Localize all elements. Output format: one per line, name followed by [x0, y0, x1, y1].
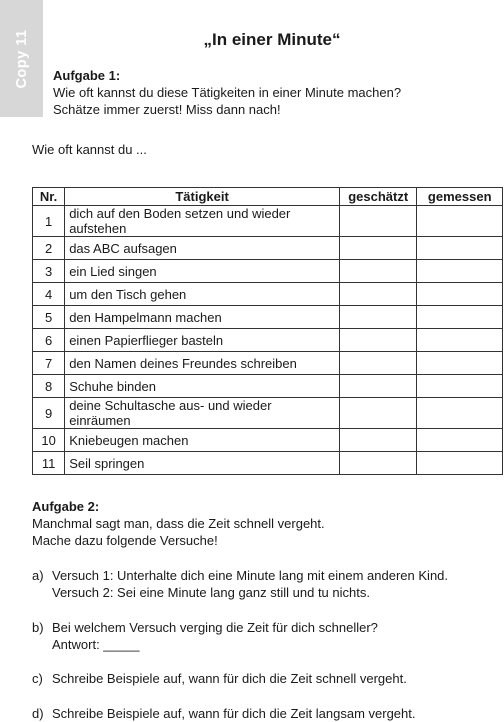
question-line: Schreibe Beispiele auf, wann für dich die Zeit langsam vergeht.: [52, 706, 416, 721]
table-row: [33, 398, 503, 429]
question-a: [32, 567, 448, 601]
row-number: 11: [33, 452, 65, 475]
row-number: 9: [33, 398, 65, 429]
question-letter: c): [32, 671, 43, 686]
table-row: [33, 283, 503, 306]
question-letter: b): [32, 620, 44, 635]
estimated-cell[interactable]: [339, 352, 416, 375]
measured-cell[interactable]: [417, 398, 503, 429]
row-number: 3: [33, 260, 65, 283]
page-title: „In einer Minute“: [203, 30, 341, 49]
table-row: [33, 375, 503, 398]
row-activity: Schuhe binden: [65, 375, 340, 398]
estimated-cell[interactable]: [339, 398, 416, 429]
copy-tab: [0, 0, 43, 117]
question-line: Versuch 2: Sei eine Minute lang ganz still und tu nichts.: [52, 585, 370, 600]
task2-line2: Mache dazu folgende Versuche!: [32, 533, 218, 548]
answer-line: Antwort: _____: [52, 637, 140, 652]
row-activity: dich auf den Boden setzen und wieder aufstehen: [65, 206, 340, 237]
row-activity: Seil springen: [65, 452, 340, 475]
task1-line2: Schätze immer zuerst! Miss dann nach!: [53, 102, 281, 117]
row-number: 4: [33, 283, 65, 306]
table-row: [33, 206, 503, 237]
table-row: [33, 452, 503, 475]
task2-line1: Manchmal sagt man, dass die Zeit schnell vergeht.: [32, 516, 325, 531]
estimated-cell[interactable]: [339, 260, 416, 283]
activity-table: [32, 187, 503, 475]
row-number: 6: [33, 329, 65, 352]
header-nr: Nr.: [33, 188, 65, 206]
question-line: Schreibe Beispiele auf, wann für dich die Zeit schnell vergeht.: [52, 671, 407, 686]
question-c: [32, 670, 407, 687]
header-estimated: geschätzt: [339, 188, 416, 206]
row-number: 7: [33, 352, 65, 375]
row-number: 1: [33, 206, 65, 237]
table-row: [33, 237, 503, 260]
row-number: 2: [33, 237, 65, 260]
measured-cell[interactable]: [417, 206, 503, 237]
table-row: [33, 429, 503, 452]
measured-cell[interactable]: [417, 429, 503, 452]
measured-cell[interactable]: [417, 375, 503, 398]
row-activity: um den Tisch gehen: [65, 283, 340, 306]
question-b: [32, 619, 378, 653]
estimated-cell[interactable]: [339, 206, 416, 237]
measured-cell[interactable]: [417, 329, 503, 352]
measured-cell[interactable]: [417, 306, 503, 329]
estimated-cell[interactable]: [339, 306, 416, 329]
row-activity: den Namen deines Freundes schreiben: [65, 352, 340, 375]
question-line: Versuch 1: Unterhalte dich eine Minute lang mit einem anderen Kind.: [52, 568, 449, 583]
header-measured: gemessen: [417, 188, 503, 206]
row-activity: den Hampelmann machen: [65, 306, 340, 329]
row-activity: Kniebeugen machen: [65, 429, 340, 452]
question-letter: d): [32, 706, 44, 721]
table-row: [33, 352, 503, 375]
estimated-cell[interactable]: [339, 329, 416, 352]
measured-cell[interactable]: [417, 352, 503, 375]
measured-cell[interactable]: [417, 283, 503, 306]
estimated-cell[interactable]: [339, 452, 416, 475]
table-row: [33, 306, 503, 329]
estimated-cell[interactable]: [339, 375, 416, 398]
task2-heading: Aufgabe 2:: [32, 499, 100, 514]
table-intro: Wie oft kannst du ...: [32, 142, 147, 157]
question-d: [32, 705, 415, 722]
table-row: [33, 329, 503, 352]
row-activity: ein Lied singen: [65, 260, 340, 283]
estimated-cell[interactable]: [339, 429, 416, 452]
task1-section: [53, 67, 401, 118]
question-line: Bei welchem Versuch verging die Zeit für dich schneller?: [52, 620, 378, 635]
measured-cell[interactable]: [417, 260, 503, 283]
task1-heading: Aufgabe 1:: [53, 68, 121, 83]
row-activity: einen Papierflieger basteln: [65, 329, 340, 352]
copy-tab-label: Copy 11: [13, 28, 30, 89]
row-activity: das ABC aufsagen: [65, 237, 340, 260]
table-header-row: [33, 188, 503, 206]
measured-cell[interactable]: [417, 237, 503, 260]
task1-line1: Wie oft kannst du diese Tätigkeiten in einer Minute machen?: [53, 85, 402, 100]
estimated-cell[interactable]: [339, 237, 416, 260]
header-activity: Tätigkeit: [65, 188, 340, 206]
task2-section: [32, 498, 325, 549]
table-row: [33, 260, 503, 283]
measured-cell[interactable]: [417, 452, 503, 475]
row-number: 5: [33, 306, 65, 329]
row-number: 10: [33, 429, 65, 452]
row-number: 8: [33, 375, 65, 398]
row-activity: deine Schultasche aus- und wieder einräumen: [65, 398, 340, 429]
question-letter: a): [32, 568, 44, 583]
estimated-cell[interactable]: [339, 283, 416, 306]
